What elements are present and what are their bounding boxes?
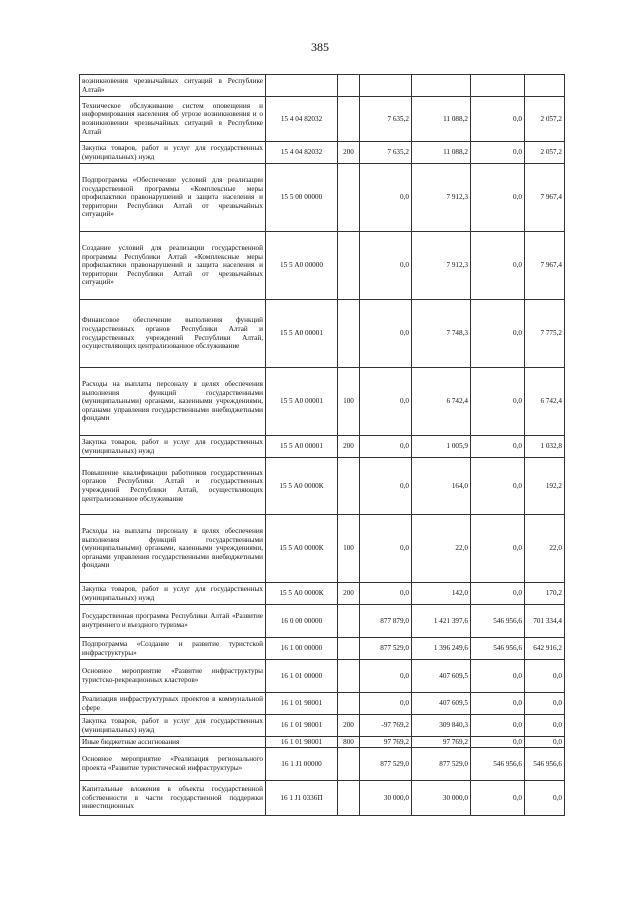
row-value-4-cell: 0,0 [525,660,565,693]
row-value-3-cell: 0,0 [471,715,525,737]
row-value-4-cell: 2 057,2 [525,97,565,142]
row-vr-cell: 200 [338,715,360,737]
row-value-3-cell: 0,0 [471,232,525,300]
row-value-1-cell: 0,0 [360,458,412,515]
row-value-3-cell: 0,0 [471,583,525,605]
row-value-3-cell: 0,0 [471,164,525,232]
row-value-2-cell: 309 840,3 [412,715,471,737]
row-value-3-cell: 0,0 [471,458,525,515]
table-row [80,436,565,458]
row-vr-cell [338,660,360,693]
table-row [80,97,565,142]
row-value-1-cell: 0,0 [360,232,412,300]
row-value-4-cell: 701 334,4 [525,605,565,638]
row-code-cell: 16 1 01 00000 [266,660,338,693]
row-value-2-cell: 6 742,4 [412,368,471,436]
table-row [80,737,565,748]
row-name-cell: Расходы на выплаты персоналу в целях обеспечения выполнения функций государственными (муниципальными) органами, казенными учреждениями, органами управления государственными внебюджетными фондами [80,515,266,583]
table-row [80,515,565,583]
row-value-2-cell: 1 005,9 [412,436,471,458]
row-value-1-cell: 877 879,0 [360,605,412,638]
row-name-cell: Основное мероприятие «Развитие инфраструктуры туристско-рекреационных кластеров» [80,660,266,693]
row-value-2-cell: 164,0 [412,458,471,515]
row-code-cell: 16 1 J1 00000 [266,748,338,781]
row-value-4-cell: 192,2 [525,458,565,515]
row-value-4-cell: 546 956,6 [525,748,565,781]
row-value-1-cell: 0,0 [360,300,412,368]
row-vr-cell [338,605,360,638]
row-code-cell: 15 5 А0 00001 [266,368,338,436]
row-value-2-cell: 142,0 [412,583,471,605]
row-value-2-cell: 7 912,3 [412,164,471,232]
table-row [80,368,565,436]
row-value-1-cell: 0,0 [360,368,412,436]
row-value-1-cell: 30 000,0 [360,781,412,816]
row-value-1-cell: 0,0 [360,164,412,232]
row-name-cell: возникновения чрезвычайных ситуаций в Республике Алтай» [80,75,266,97]
table-row [80,605,565,638]
row-value-1-cell [360,75,412,97]
row-value-3-cell: 546 956,6 [471,748,525,781]
row-name-cell: Закупка товаров, работ и услуг для государственных (муниципальных) нужд [80,715,266,737]
row-value-4-cell: 7 967,4 [525,232,565,300]
row-vr-cell [338,693,360,715]
row-value-2-cell: 22,0 [412,515,471,583]
row-value-1-cell: 877 529,0 [360,748,412,781]
row-value-4-cell [525,75,565,97]
row-vr-cell [338,164,360,232]
row-code-cell: 15 5 А0 00000 [266,232,338,300]
row-value-3-cell: 0,0 [471,693,525,715]
row-vr-cell: 100 [338,515,360,583]
row-vr-cell: 100 [338,368,360,436]
row-code-cell: 16 1 J1 0336П [266,781,338,816]
row-name-cell: Закупка товаров, работ и услуг для государственных (муниципальных) нужд [80,142,266,164]
budget-table [79,74,565,816]
row-vr-cell: 800 [338,737,360,748]
table-row [80,715,565,737]
table-row [80,232,565,300]
table-row [80,583,565,605]
row-name-cell: Основное мероприятие «Реализация регионального проекта «Развитие туристической инфраструктуры» [80,748,266,781]
row-value-1-cell: 0,0 [360,660,412,693]
row-value-2-cell: 97 769,2 [412,737,471,748]
table-row [80,75,565,97]
row-code-cell: 16 1 01 98001 [266,737,338,748]
row-value-4-cell: 2 057,2 [525,142,565,164]
row-code-cell: 15 5 А0 0000К [266,458,338,515]
row-value-1-cell: 0,0 [360,693,412,715]
row-value-2-cell: 30 000,0 [412,781,471,816]
table-row [80,164,565,232]
row-value-4-cell: 0,0 [525,781,565,816]
row-value-3-cell: 0,0 [471,515,525,583]
row-code-cell: 16 1 01 98001 [266,715,338,737]
row-value-4-cell: 1 032,8 [525,436,565,458]
table-row [80,693,565,715]
row-code-cell: 15 5 00 00000 [266,164,338,232]
row-value-4-cell: 6 742,4 [525,368,565,436]
row-value-1-cell: 7 635,2 [360,142,412,164]
row-code-cell: 16 1 01 98001 [266,693,338,715]
row-value-3-cell: 0,0 [471,436,525,458]
row-code-cell: 15 5 А0 0000К [266,515,338,583]
row-name-cell: Закупка товаров, работ и услуг для государственных (муниципальных) нужд [80,583,266,605]
row-value-4-cell: 7 967,4 [525,164,565,232]
row-vr-cell: 200 [338,436,360,458]
table-row [80,748,565,781]
row-name-cell: Государственная программа Республики Алтай «Развитие внутреннего и въездного туризма» [80,605,266,638]
row-vr-cell [338,97,360,142]
page-number: 385 [311,40,329,54]
row-value-2-cell: 1 421 397,6 [412,605,471,638]
row-value-4-cell: 22,0 [525,515,565,583]
row-value-3-cell: 0,0 [471,660,525,693]
row-value-2-cell: 407 609,5 [412,693,471,715]
row-code-cell: 15 5 А0 00001 [266,436,338,458]
row-name-cell: Создание условий для реализации государственной программы Республики Алтай «Комплексные меры профилактики правонарушений и защита населения и территории Республики Алтай от чрезвычайных ситуаций» [80,232,266,300]
row-vr-cell [338,781,360,816]
row-name-cell: Финансовое обеспечение выполнения функций государственных органов Республики Алтай и государственных учреждений Республики Алтай, осуществляющих централизованное обслуживание [80,300,266,368]
row-value-2-cell [412,75,471,97]
row-code-cell: 15 4 04 82032 [266,97,338,142]
row-code-cell: 15 5 А0 00001 [266,300,338,368]
row-value-2-cell: 11 088,2 [412,142,471,164]
row-value-3-cell: 0,0 [471,781,525,816]
row-name-cell: Расходы на выплаты персоналу в целях обеспечения выполнения функций государственными (муниципальными) органами, казенными учреждениями, органами управления государственными внебюджетными фондами [80,368,266,436]
row-value-4-cell: 0,0 [525,715,565,737]
row-name-cell: Капитальные вложения в объекты государственной собственности в части государственной поддержки инвестиционных [80,781,266,816]
row-code-cell [266,75,338,97]
row-value-1-cell: -97 769,2 [360,715,412,737]
row-value-1-cell: 7 635,2 [360,97,412,142]
row-name-cell: Техническое обслуживание систем оповещения и информирования населения об угрозе возникновения и о возникновении чрезвычайных ситуаций в Республике Алтай [80,97,266,142]
row-code-cell: 15 4 04 82032 [266,142,338,164]
row-name-cell: Подпрограмма «Обеспечение условий для реализации государственной программы «Комплексные меры профилактики правонарушений и защита населения и территории Республики Алтай от чрезвычайных ситуаций» [80,164,266,232]
row-value-3-cell: 0,0 [471,737,525,748]
row-value-1-cell: 0,0 [360,583,412,605]
row-name-cell: Подпрограмма «Создание и развитие туристской инфраструктуры» [80,638,266,660]
row-value-4-cell: 0,0 [525,737,565,748]
table-row [80,458,565,515]
row-value-1-cell: 877 529,0 [360,638,412,660]
row-value-4-cell: 0,0 [525,693,565,715]
row-vr-cell: 200 [338,583,360,605]
table-body [80,75,565,816]
row-value-2-cell: 7 912,3 [412,232,471,300]
row-value-1-cell: 0,0 [360,515,412,583]
row-vr-cell [338,748,360,781]
row-value-1-cell: 0,0 [360,436,412,458]
row-value-4-cell: 170,2 [525,583,565,605]
table-row [80,142,565,164]
table-row [80,660,565,693]
row-value-2-cell: 11 088,2 [412,97,471,142]
row-value-3-cell [471,75,525,97]
row-name-cell: Иные бюджетные ассигнования [80,737,266,748]
row-value-2-cell: 877 529,0 [412,748,471,781]
row-vr-cell [338,75,360,97]
row-value-2-cell: 1 396 249,6 [412,638,471,660]
row-value-4-cell: 642 916,2 [525,638,565,660]
row-vr-cell [338,232,360,300]
row-name-cell: Реализация инфраструктурных проектов в коммунальной сфере [80,693,266,715]
row-value-3-cell: 546 956,6 [471,605,525,638]
row-value-2-cell: 407 609,5 [412,660,471,693]
row-code-cell: 16 0 00 00000 [266,605,338,638]
row-vr-cell: 200 [338,142,360,164]
row-value-2-cell: 7 748,3 [412,300,471,368]
row-vr-cell [338,300,360,368]
row-value-3-cell: 0,0 [471,368,525,436]
row-value-3-cell: 0,0 [471,142,525,164]
row-vr-cell [338,638,360,660]
row-vr-cell [338,458,360,515]
table-row [80,638,565,660]
row-value-3-cell: 0,0 [471,300,525,368]
row-name-cell: Закупка товаров, работ и услуг для государственных (муниципальных) нужд [80,436,266,458]
row-value-1-cell: 97 769,2 [360,737,412,748]
row-code-cell: 16 1 00 00000 [266,638,338,660]
row-value-3-cell: 546 956,6 [471,638,525,660]
table-row [80,300,565,368]
table-row [80,781,565,816]
row-value-4-cell: 7 775,2 [525,300,565,368]
row-name-cell: Повышение квалификации работников государственных органов Республики Алтай и государственных учреждений Республики Алтай, осуществляющих централизованное обслуживание [80,458,266,515]
row-value-3-cell: 0,0 [471,97,525,142]
row-code-cell: 15 5 А0 0000К [266,583,338,605]
